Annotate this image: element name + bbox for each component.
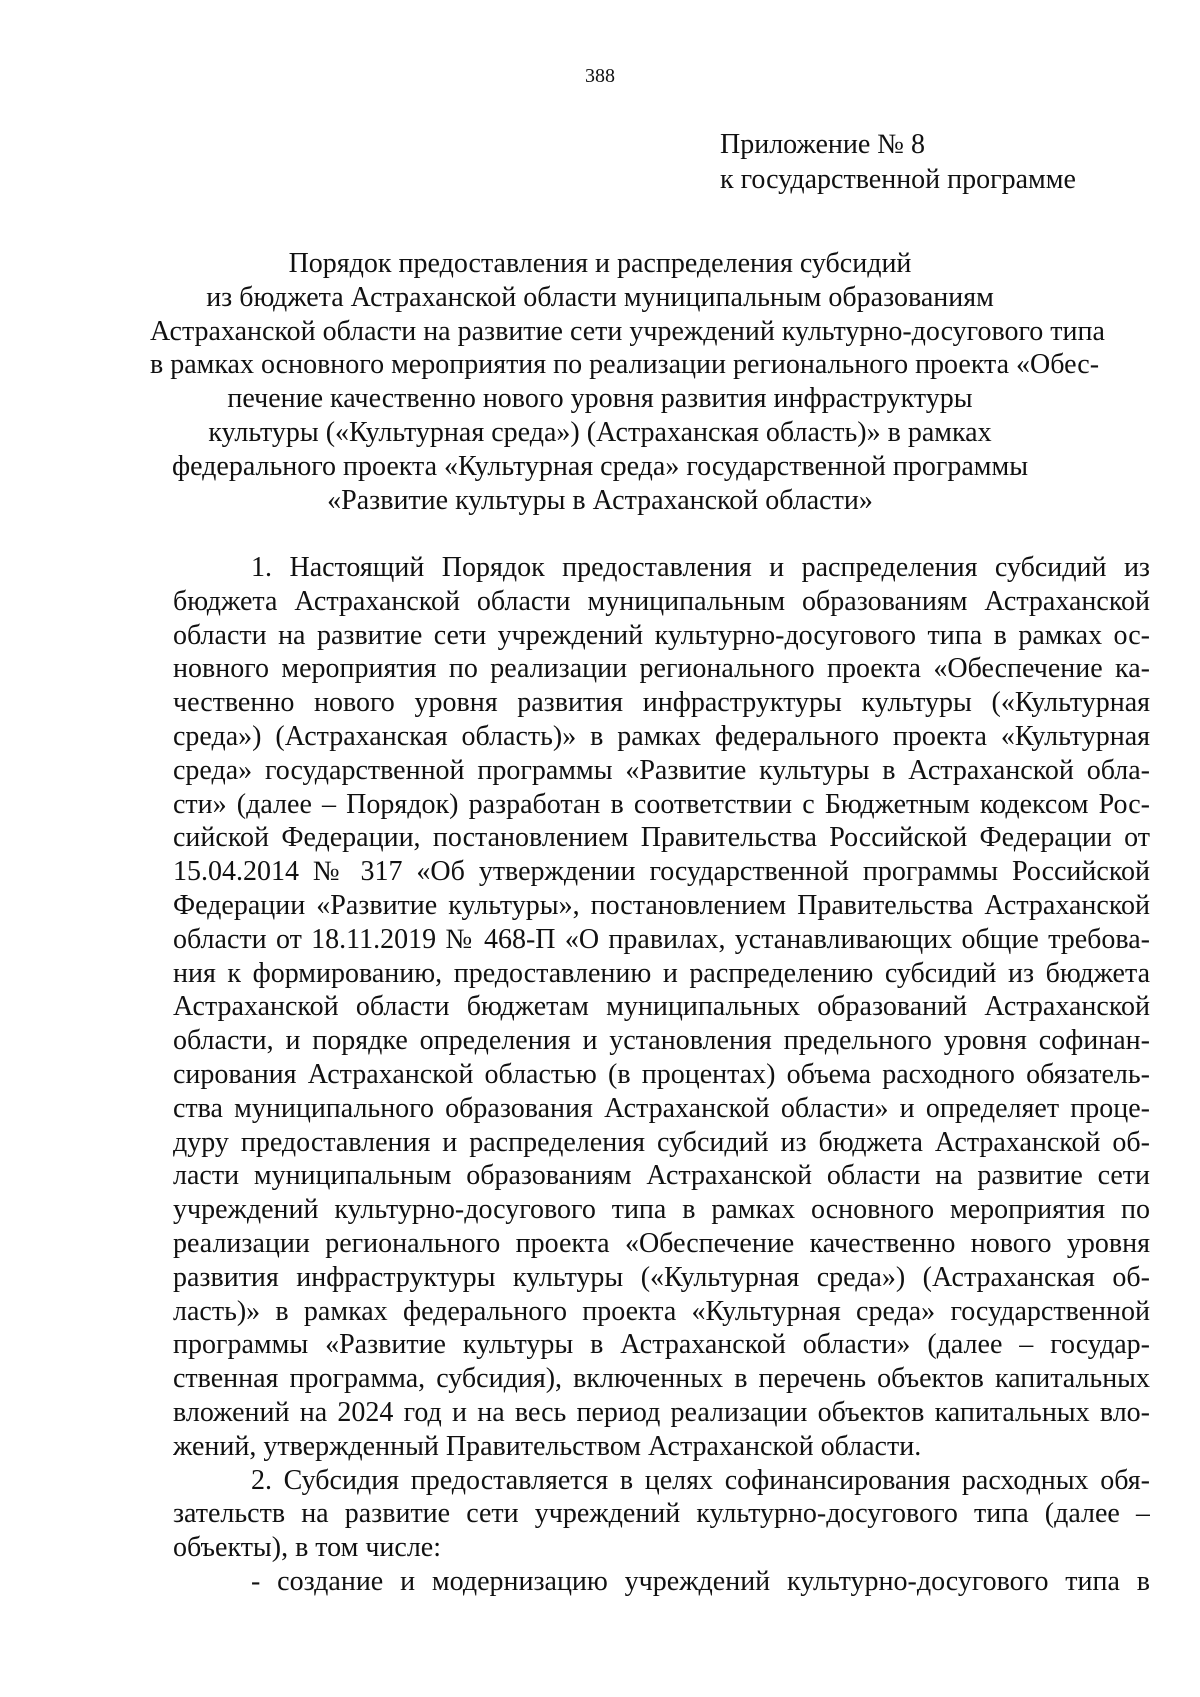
paragraph-line: ласти муниципальным образованиям Астраханской области на развитие сети (173, 1160, 1150, 1192)
paragraph-1 (173, 551, 1150, 1464)
paragraph-line: 1. Настоящий Порядок предоставления и распределения субсидий из (251, 552, 1150, 583)
paragraph-line: сирования Астраханской областью (в процентах) объема расходного обязатель- (173, 1058, 1150, 1090)
paragraph-line: реализации регионального проекта «Обеспечение качественно нового уровня (173, 1227, 1150, 1259)
title-line: из бюджета Астраханской области муниципальным образованиям (206, 281, 994, 313)
paragraph-line: зательств на развитие сети учреждений культурно-досугового типа (далее – (173, 1498, 1150, 1530)
page-number: 388 (585, 65, 615, 87)
bullet-list (173, 1565, 1150, 1599)
title-line: «Развитие культуры в Астраханской области» (327, 484, 873, 516)
title-line: федерального проекта «Культурная среда» государственной программы (171, 450, 1029, 482)
paragraph-line: жений, утвержденный Правительством Астраханской области. (173, 1430, 922, 1462)
paragraph-line: сийской Федерации, постановлением Правительства Российской Федерации от (173, 822, 1150, 854)
paragraph-2 (173, 1464, 1150, 1565)
paragraph-line: объекты), в том числе: (173, 1532, 442, 1564)
paragraph-line: учреждений культурно-досугового типа в рамках основного мероприятия по (173, 1194, 1150, 1226)
paragraph-line: ния к формированию, предоставлению и распределению субсидий из бюджета (173, 957, 1150, 989)
paragraph-line: чественно нового уровня развития инфраструктуры культуры («Культурная (173, 687, 1150, 719)
paragraph-line: области на развитие сети учреждений культурно-досугового типа в рамках ос- (173, 619, 1150, 651)
paragraph-line: новного мероприятия по реализации регионального проекта «Обеспечение ка- (173, 653, 1150, 685)
title-line: Порядок предоставления и распределения субсидий (288, 248, 912, 279)
bullet-item: - создание и модернизацию учреждений культурно-досугового типа в (251, 1565, 1150, 1597)
paragraph-line: ства муниципального образования Астраханской области» и определяет проце- (173, 1092, 1150, 1124)
paragraph-line: сти» (далее – Порядок) разработан в соответствии с Бюджетным кодексом Рос- (173, 788, 1150, 820)
paragraph-line: Астраханской области бюджетам муниципальных образований Астраханской (173, 991, 1150, 1023)
title-line: в рамках основного мероприятия по реализации регионального проекта «Обес- (150, 349, 1100, 381)
paragraph-line: дуру предоставления и распределения субсидий из бюджета Астраханской об- (173, 1126, 1150, 1158)
paragraph-line: области от 18.11.2019 № 468-П «О правилах, устанавливающих общие требова- (173, 923, 1150, 955)
document-body (173, 551, 1150, 1599)
paragraph-line: 15.04.2014 № 317 «Об утверждении государственной программы Российской (173, 856, 1150, 888)
paragraph-line: Федерации «Развитие культуры», постановлением Правительства Астраханской (173, 889, 1150, 921)
paragraph-line: области, и порядке определения и установления предельного уровня софинан- (173, 1025, 1150, 1057)
paragraph-line: ласть)» в рамках федерального проекта «Культурная среда» государственной (173, 1295, 1150, 1327)
document-title (150, 247, 1105, 517)
paragraph-line: развития инфраструктуры культуры («Культурная среда») (Астраханская об- (173, 1261, 1150, 1293)
paragraph-line: среда» государственной программы «Развитие культуры в Астраханской обла- (173, 754, 1150, 786)
appendix-line: к государственной программе (720, 164, 1076, 195)
paragraph-line: среда») (Астраханская область)» в рамках федерального проекта «Культурная (173, 720, 1150, 752)
paragraph-line: программы «Развитие культуры в Астраханской области» (далее – государ- (173, 1329, 1150, 1361)
paragraph-line: 2. Субсидия предоставляется в целях софинансирования расходных обя- (251, 1464, 1150, 1496)
paragraph-line: ственная программа, субсидия), включенных в перечень объектов капитальных (173, 1363, 1150, 1395)
paragraph-line: вложений на 2024 год и на весь период реализации объектов капитальных вло- (173, 1396, 1150, 1428)
title-line: Астраханской области на развитие сети учреждений культурно-досугового типа (150, 315, 1105, 347)
paragraph-line: бюджета Астраханской области муниципальным образованиям Астраханской (173, 585, 1150, 617)
title-line: печение качественно нового уровня развития инфраструктуры (227, 383, 973, 415)
appendix-line: Приложение № 8 (720, 129, 925, 160)
appendix-reference (720, 127, 1076, 197)
title-line: культуры («Культурная среда») (Астраханская область)» в рамках (208, 416, 992, 448)
